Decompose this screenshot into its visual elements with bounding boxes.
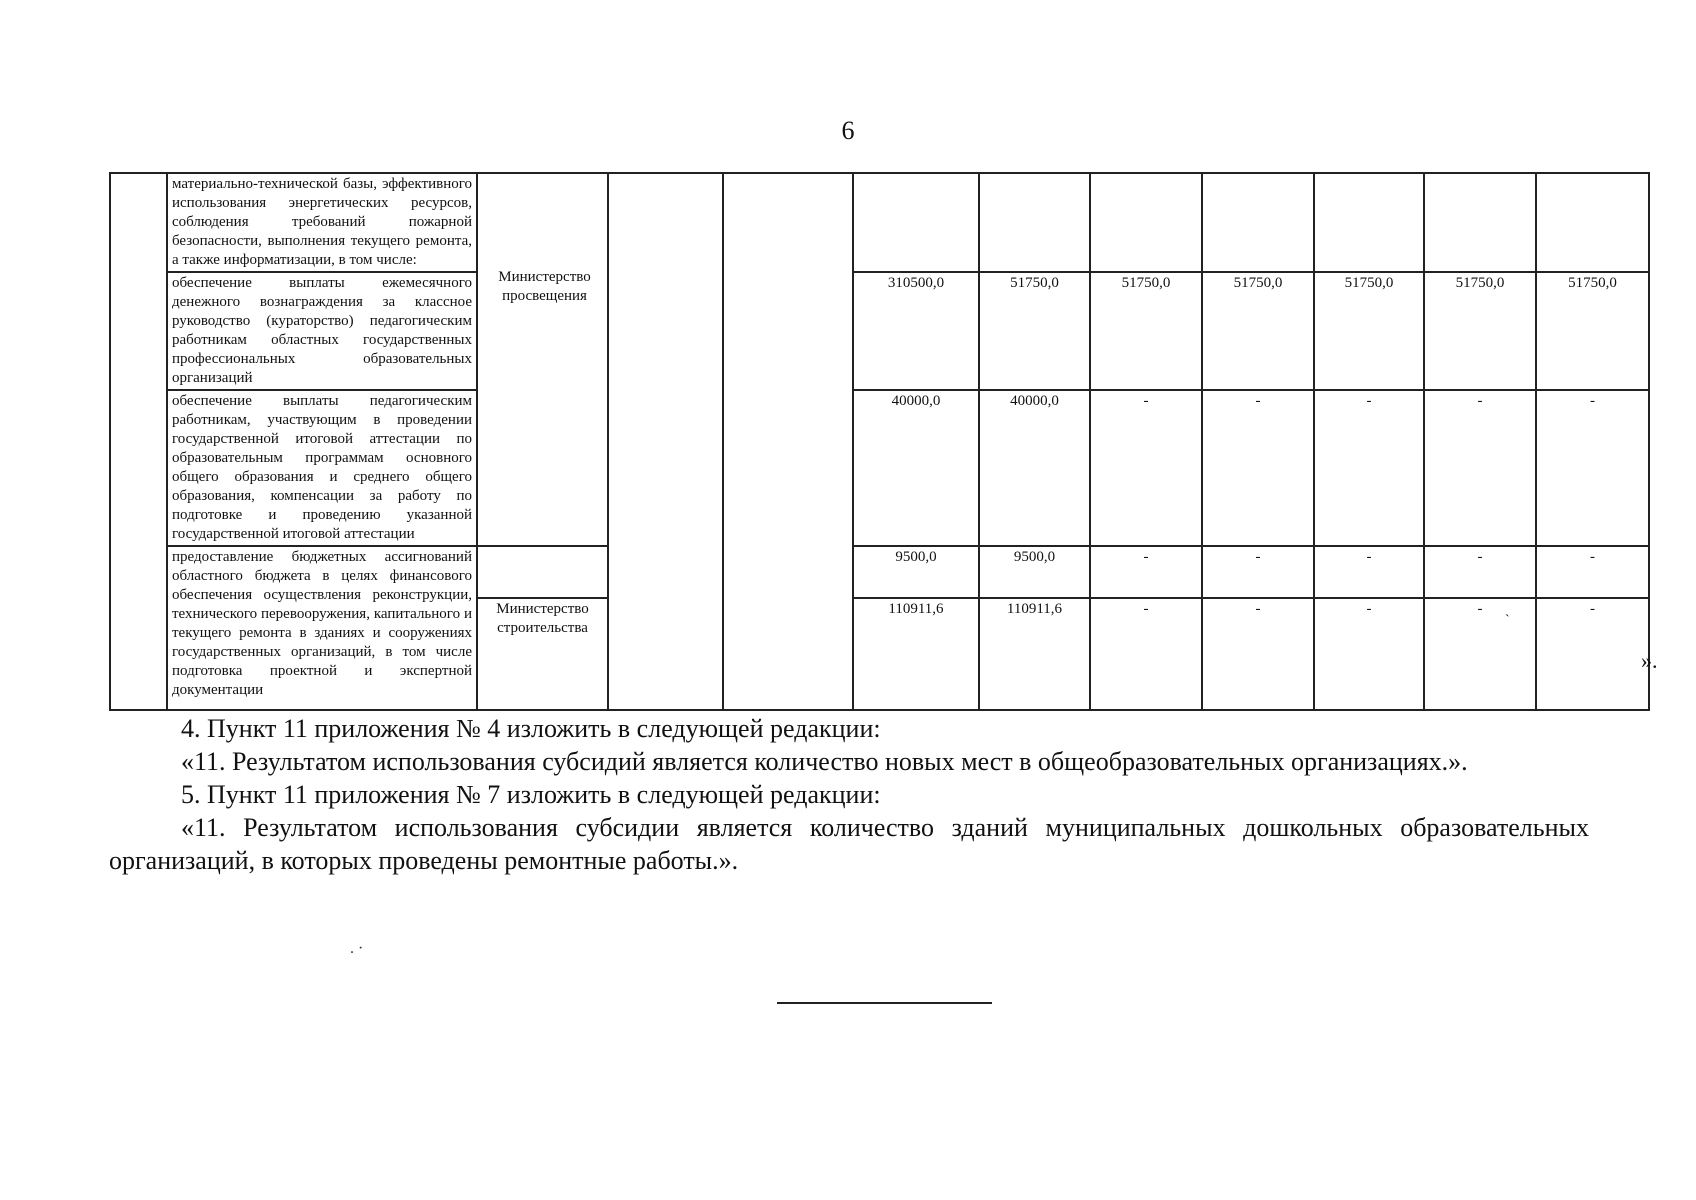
closing-quote: ». bbox=[1641, 648, 1658, 673]
page-number: 6 bbox=[841, 116, 855, 145]
value-cell: - bbox=[1424, 546, 1536, 598]
paragraph: «11. Результатом использования субсидии является количество зданий муниципальных дошкольных образовательных организаций, в которых проведены ремонтные работы.». bbox=[109, 813, 1589, 875]
value-cell: 110911,6 bbox=[853, 598, 979, 710]
value-cell: 51750,0 bbox=[1202, 272, 1314, 390]
value-cell: - bbox=[1202, 390, 1314, 546]
value-cell: 40000,0 bbox=[853, 390, 979, 546]
stray-mark: ` bbox=[1505, 613, 1510, 628]
value-cell: 51750,0 bbox=[1090, 272, 1202, 390]
ministry-cell bbox=[477, 546, 608, 598]
value-cell: 110911,6 bbox=[979, 598, 1090, 710]
value-cell: - bbox=[1424, 598, 1536, 710]
value-cell: - bbox=[1536, 546, 1649, 598]
footer-rule bbox=[777, 1002, 992, 1004]
value-cell: - bbox=[1314, 390, 1424, 546]
budget-table bbox=[109, 172, 1650, 711]
empty-column-cell bbox=[723, 173, 853, 710]
value-cell: - bbox=[1090, 598, 1202, 710]
value-cell: 310500,0 bbox=[853, 272, 979, 390]
value-cell: 51750,0 bbox=[1536, 272, 1649, 390]
value-cell: - bbox=[1314, 546, 1424, 598]
value-cell: - bbox=[1202, 598, 1314, 710]
ministry-label: Министерство просвещения bbox=[498, 269, 591, 304]
value-cell: 51750,0 bbox=[1424, 272, 1536, 390]
ministry-cell bbox=[477, 173, 608, 546]
paragraph: «11. Результатом использования субсидий является количество новых мест в общеобразовательных организациях.». bbox=[181, 747, 1468, 776]
value-cell: 40000,0 bbox=[979, 390, 1090, 546]
value-cell: 51750,0 bbox=[979, 272, 1090, 390]
value-cell: - bbox=[1090, 390, 1202, 546]
value-cell: - bbox=[1202, 546, 1314, 598]
empty-column-cell bbox=[608, 173, 723, 710]
value-cell: - bbox=[1536, 598, 1649, 710]
row-description: предоставление бюджетных ассигнований областного бюджета в целях финансового обеспечения осуществления реконструкции, технического перевооружения, капитального и текущего ремонта в зданиях и сооружениях государственных организаций, в том числе подготовка проектной и экспертной документации bbox=[167, 546, 477, 710]
value-cell: 9500,0 bbox=[979, 546, 1090, 598]
table-row bbox=[110, 272, 1649, 390]
value-cell: 51750,0 bbox=[1314, 272, 1424, 390]
row-description: материально-технической базы, эффективного использования энергетических ресурсов, соблюдения требований пожарной безопасности, выполнения текущего ремонта, а также информатизации, в том числе: bbox=[167, 173, 477, 272]
value-cell: - bbox=[1536, 390, 1649, 546]
value-cell: - bbox=[1314, 598, 1424, 710]
value-cell: - bbox=[1424, 390, 1536, 546]
value-cell: - bbox=[1090, 546, 1202, 598]
paragraph: 5. Пункт 11 приложения № 7 изложить в следующей редакции: bbox=[181, 780, 881, 809]
paragraph: 4. Пункт 11 приложения № 4 изложить в следующей редакции: bbox=[181, 714, 881, 743]
ministry-cell: Министерство строительства bbox=[477, 598, 608, 710]
row-description: обеспечение выплаты ежемесячного денежного вознаграждения за классное руководство (кураторство) педагогическим работникам областных государственных профессиональных образовательных организаций bbox=[167, 272, 477, 390]
table-row bbox=[110, 546, 1649, 598]
row-description: обеспечение выплаты педагогическим работникам, участвующим в проведении государственной итоговой аттестации по образовательным программам основного общего образования и среднего общего образования, компенсации за работу по подготовке и проведению указанной государственной итоговой аттестации bbox=[167, 390, 477, 546]
table-row bbox=[110, 390, 1649, 546]
table-row bbox=[110, 173, 1649, 272]
amendment-text bbox=[109, 712, 1589, 877]
stray-dots: . · bbox=[350, 940, 364, 957]
index-cell bbox=[110, 173, 167, 710]
value-cell: 9500,0 bbox=[853, 546, 979, 598]
